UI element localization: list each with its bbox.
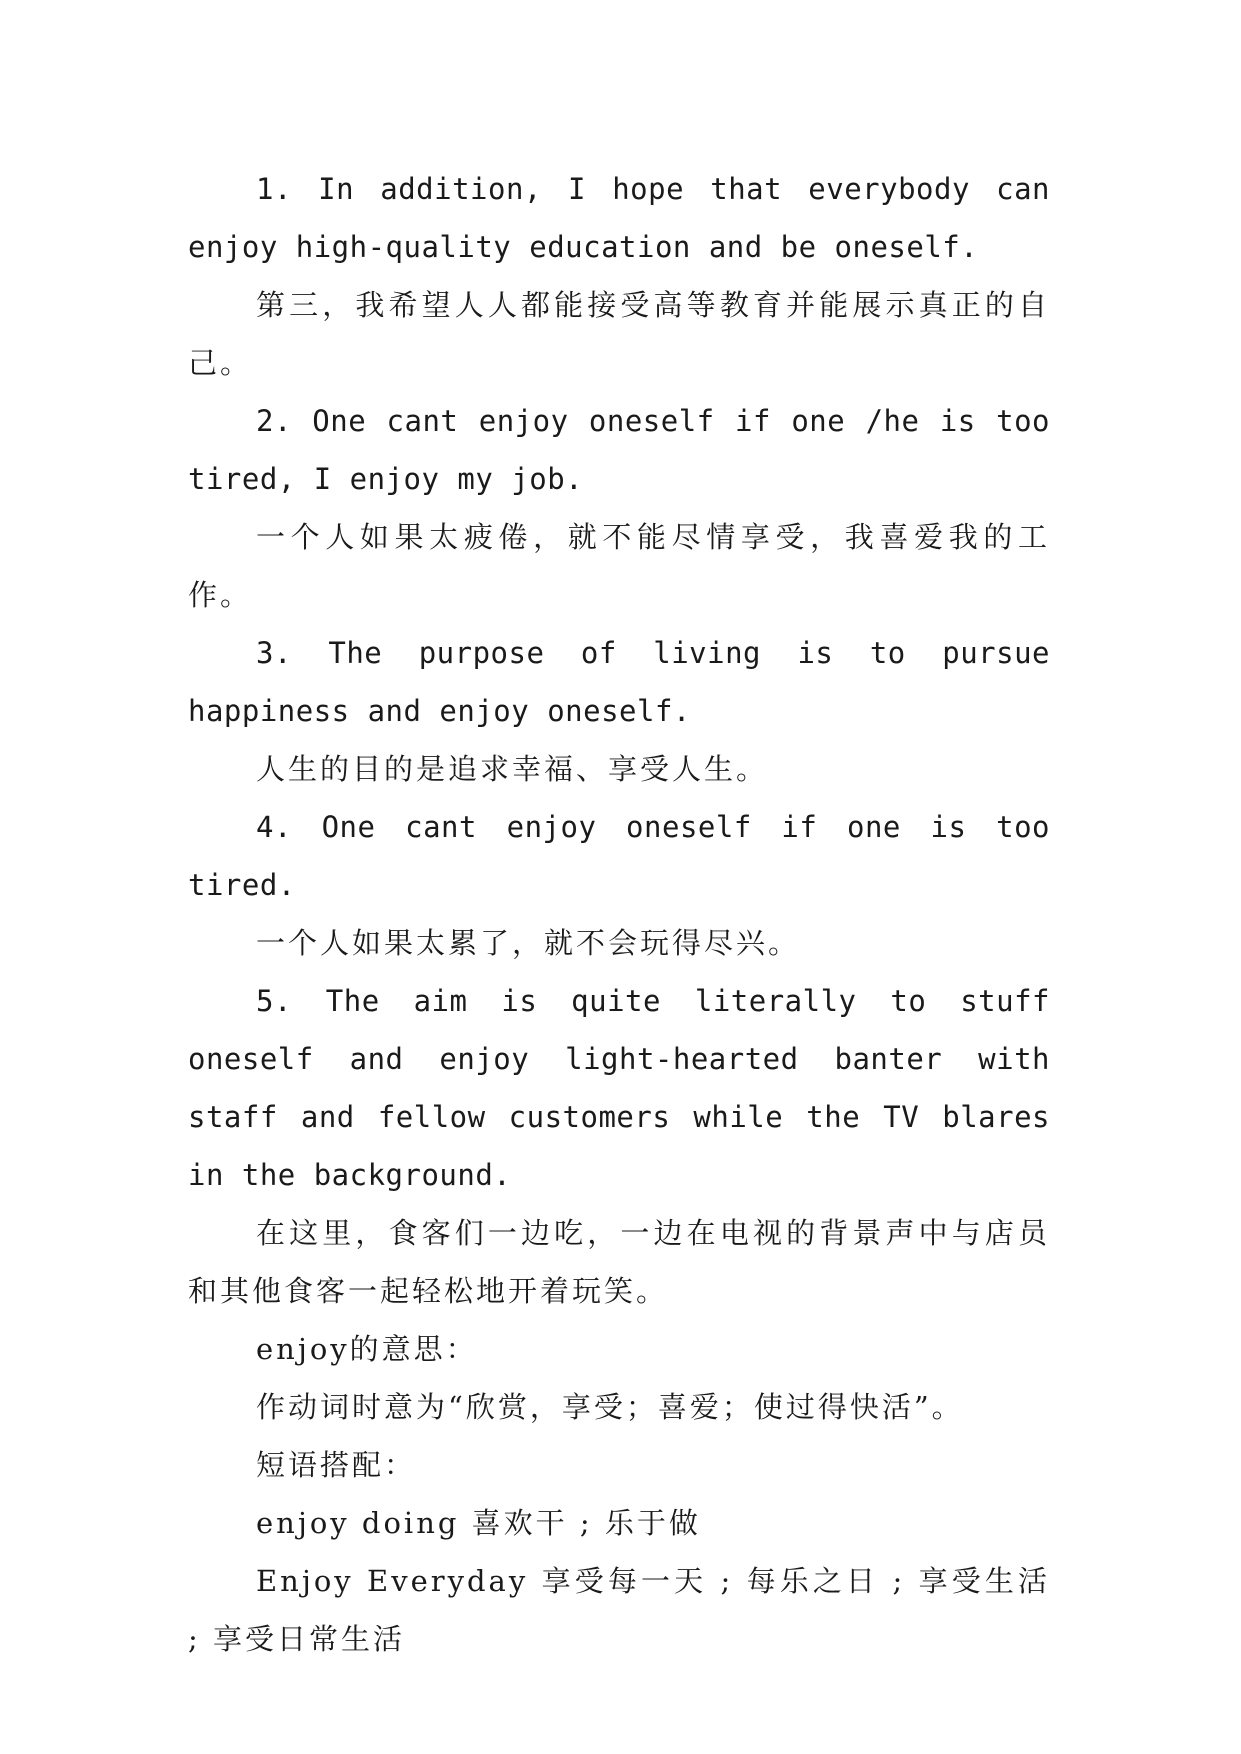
example-sentence-5-en: 5. The aim is quite literally to stuff oneself and enjoy light-hearted banter with staff and fellow customers while the TV blares in the background. xyxy=(188,984,1050,1192)
example-sentence-3-en: 3. The purpose of living is to pursue happiness and enjoy oneself. xyxy=(188,636,1050,728)
example-sentence-4-zh: 一个人如果太累了，就不会玩得尽兴。 xyxy=(256,926,801,960)
collocation-item-2: Enjoy Everyday 享受每一天 ; 每乐之日 ; 享受生活 ; 享受日常生活 xyxy=(188,1564,1050,1656)
example-sentence-5-zh: 在这里，食客们一边吃，一边在电视的背景声中与店员和其他食客一起轻松地开着玩笑。 xyxy=(188,1216,1050,1308)
example-sentence-1-zh: 第三，我希望人人都能接受高等教育并能展示真正的自己。 xyxy=(188,288,1050,380)
document-body xyxy=(188,160,1050,1668)
collocation-item-1: enjoy doing 喜欢干 ; 乐于做 xyxy=(256,1506,701,1540)
example-sentence-3-zh: 人生的目的是追求幸福、享受人生。 xyxy=(256,752,769,786)
meaning-heading: enjoy的意思： xyxy=(256,1332,478,1366)
example-sentence-1-en: 1. In addition, I hope that everybody can enjoy high-quality education and be oneself. xyxy=(188,172,1050,264)
example-sentence-4-en: 4. One cant enjoy oneself if one is too tired. xyxy=(188,810,1050,902)
collocation-heading: 短语搭配： xyxy=(256,1448,417,1482)
example-sentence-2-zh: 一个人如果太疲倦，就不能尽情享受，我喜爱我的工作。 xyxy=(188,520,1050,612)
example-sentence-2-en: 2. One cant enjoy oneself if one /he is too tired, I enjoy my job. xyxy=(188,404,1050,496)
meaning-definition: 作动词时意为“欣赏，享受；喜爱；使过得快活”。 xyxy=(256,1390,964,1424)
